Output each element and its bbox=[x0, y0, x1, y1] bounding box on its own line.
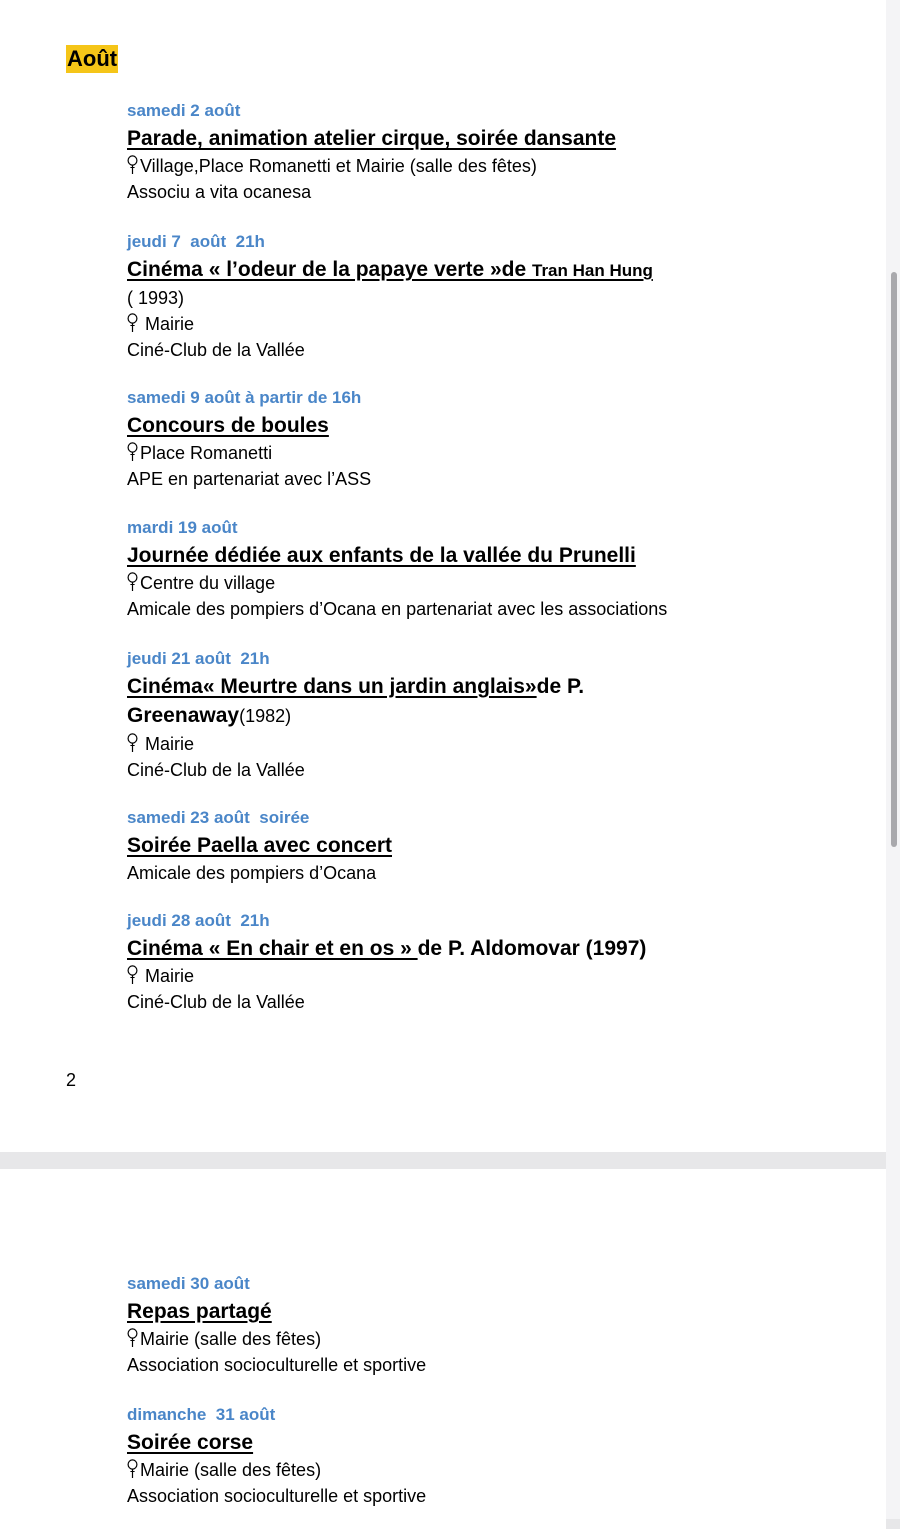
map-pin-icon bbox=[127, 572, 138, 592]
event-location: Village,Place Romanetti et Mairie (salle des fêtes) bbox=[127, 153, 767, 179]
map-pin-icon bbox=[127, 965, 138, 985]
event-title: Parade, animation atelier cirque, soirée dansante bbox=[127, 127, 617, 150]
event-date: samedi 30 août bbox=[127, 1274, 250, 1293]
event-date: jeudi 7 août 21h bbox=[127, 232, 265, 251]
map-pin-icon bbox=[127, 1328, 138, 1348]
event-date: jeudi 21 août 21h bbox=[127, 649, 270, 668]
map-pin-icon bbox=[127, 733, 138, 753]
event-location: Centre du village bbox=[127, 570, 767, 596]
event-title: Journée dédiée aux enfants de la vallée du Prunelli bbox=[127, 544, 636, 567]
event-date: samedi 9 août à partir de 16h bbox=[127, 388, 362, 407]
event-location: Mairie bbox=[127, 311, 767, 337]
event-organizer: Associu a vita ocanesa bbox=[127, 182, 312, 202]
event-organizer: Amicale des pompiers d’Ocana bbox=[127, 863, 377, 883]
event-organizer: Amicale des pompiers d’Ocana en partenariat avec les associations bbox=[127, 599, 668, 619]
event-date: samedi 2 août bbox=[127, 101, 241, 120]
map-pin-icon bbox=[127, 313, 138, 333]
map-pin-icon bbox=[127, 155, 138, 175]
event-entry bbox=[127, 518, 767, 622]
event-location: Mairie (salle des fêtes) bbox=[127, 1326, 767, 1352]
event-title: Cinéma « En chair et en os » de P. Aldomovar (1997) bbox=[127, 937, 647, 960]
event-location: Mairie (salle des fêtes) bbox=[127, 1457, 767, 1483]
event-location: Mairie bbox=[127, 963, 767, 989]
event-entry bbox=[127, 808, 767, 886]
event-title: Cinéma « l’odeur de la papaye verte »de Tran Han Hung bbox=[127, 258, 653, 281]
event-organizer: Ciné-Club de la Vallée bbox=[127, 992, 305, 1012]
event-date: jeudi 28 août 21h bbox=[127, 911, 270, 930]
event-title: Soirée corse bbox=[127, 1431, 254, 1454]
event-organizer: Ciné-Club de la Vallée bbox=[127, 760, 305, 780]
event-entry bbox=[127, 388, 767, 492]
event-organizer: Ciné-Club de la Vallée bbox=[127, 340, 305, 360]
map-pin-icon bbox=[127, 442, 138, 462]
scrollbar-thumb[interactable] bbox=[891, 272, 897, 847]
event-title: Soirée Paella avec concert bbox=[127, 834, 392, 857]
event-organizer: Association socioculturelle et sportive bbox=[127, 1486, 427, 1506]
event-entry bbox=[127, 911, 767, 1015]
vertical-scrollbar[interactable] bbox=[886, 0, 900, 1519]
event-location: Place Romanetti bbox=[127, 440, 767, 466]
month-heading: Août bbox=[67, 46, 118, 71]
event-location: Mairie bbox=[127, 731, 627, 757]
event-organizer: APE en partenariat avec l’ASS bbox=[127, 469, 372, 489]
event-entry bbox=[127, 1274, 767, 1378]
event-date: mardi 19 août bbox=[127, 518, 238, 537]
event-date: samedi 23 août soirée bbox=[127, 808, 310, 827]
event-date: dimanche 31 août bbox=[127, 1405, 276, 1424]
event-entry bbox=[127, 101, 767, 205]
page-number: 2 bbox=[66, 1070, 77, 1090]
event-year: ( 1993) bbox=[127, 288, 185, 308]
event-entry bbox=[127, 232, 767, 363]
map-pin-icon bbox=[127, 1459, 138, 1479]
event-title: Concours de boules bbox=[127, 414, 329, 437]
event-entry bbox=[127, 1405, 767, 1509]
event-entry bbox=[127, 649, 627, 783]
event-title: Repas partagé bbox=[127, 1300, 272, 1323]
event-organizer: Association socioculturelle et sportive bbox=[127, 1355, 427, 1375]
document-page-2 bbox=[0, 1169, 886, 1529]
event-title: Cinéma« Meurtre dans un jardin anglais»de P. Greenaway(1982) bbox=[127, 675, 585, 727]
